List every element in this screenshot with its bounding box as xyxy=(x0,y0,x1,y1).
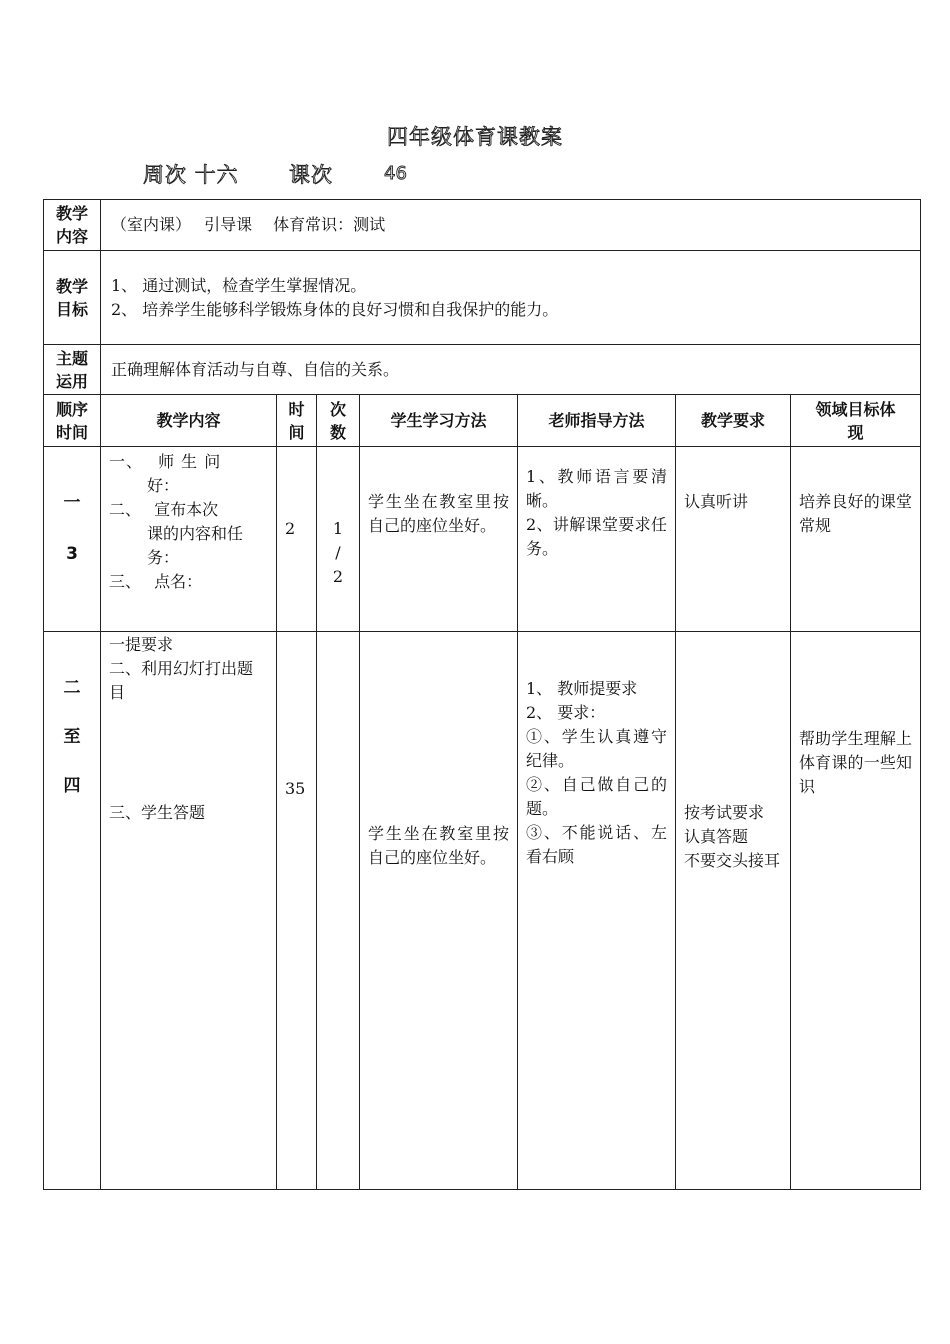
teaching-content-value: （室内课） 引导课 体育常识：测试 xyxy=(101,200,921,251)
teaching-content-label: 教学 内容 xyxy=(44,200,101,251)
lesson-plan-table xyxy=(43,199,921,1190)
col-goal-header: 领域目标体 现 xyxy=(791,395,921,447)
section-1-row xyxy=(44,447,921,632)
theme-label: 主题 运用 xyxy=(44,345,101,395)
goal-line-1: 1、 通过测试，检查学生掌握情况。 xyxy=(111,276,367,295)
col-student-header: 学生学习方法 xyxy=(360,395,518,447)
col-requirement-header: 教学要求 xyxy=(676,395,791,447)
section-2-order: 二 至 四 xyxy=(44,632,101,1190)
col-content-header: 教学内容 xyxy=(101,395,277,447)
section-1-goal: 培养良好的课堂常规 xyxy=(791,447,921,632)
lesson-label: 课次 xyxy=(289,163,333,187)
section-1-order: 一 3 xyxy=(44,447,101,632)
col-count-header: 次 数 xyxy=(317,395,360,447)
section-1-content: 一、 师 生 问 好： 二、 宣布本次 课的内容和任 务： 三、 点名： xyxy=(101,447,277,632)
section-1-student: 学生坐在教室里按自己的座位坐好。 xyxy=(360,447,518,632)
section-1-count: 1 / 2 xyxy=(317,447,360,632)
col-time-header: 时 间 xyxy=(277,395,317,447)
col-teacher-header: 老师指导方法 xyxy=(518,395,676,447)
teaching-content-row xyxy=(44,200,921,251)
section-2-time: 35 xyxy=(277,632,317,1190)
theme-value: 正确理解体育活动与自尊、自信的关系。 xyxy=(101,345,921,395)
theme-row xyxy=(44,345,921,395)
section-2-count xyxy=(317,632,360,1190)
section-1-teacher: 1、教师语言要清晰。 2、讲解课堂要求任务。 xyxy=(518,447,676,632)
teaching-goal-label: 教学 目标 xyxy=(44,251,101,345)
section-2-row xyxy=(44,632,921,1190)
section-2-requirement: 按考试要求 认真答题 不要交头接耳 xyxy=(676,632,791,1190)
page-title: 四年级体育课教案 xyxy=(387,125,563,149)
week-label: 周次 十六 xyxy=(143,163,239,187)
lesson-number: 46 xyxy=(384,163,407,184)
section-2-goal: 帮助学生理解上体育课的一些知识 xyxy=(791,632,921,1190)
col-order-header: 顺序 时间 xyxy=(44,395,101,447)
section-1-time: 2 xyxy=(277,447,317,632)
teaching-goal-row xyxy=(44,251,921,345)
section-2-content: 一提要求 二、利用幻灯打出题目 三、学生答题 xyxy=(101,632,277,1190)
teaching-goal-value xyxy=(101,251,921,345)
section-1-requirement: 认真听讲 xyxy=(676,447,791,632)
column-header-row xyxy=(44,395,921,447)
goal-line-2: 2、 培养学生能够科学锻炼身体的良好习惯和自我保护的能力。 xyxy=(111,300,559,319)
section-2-teacher: 1、 教师提要求 2、 要求： ①、学生认真遵守纪律。 ②、自己做自己的题。 ③、不能说话、左看右顾 xyxy=(518,632,676,1190)
section-2-student: 学生坐在教室里按自己的座位坐好。 xyxy=(360,632,518,1190)
